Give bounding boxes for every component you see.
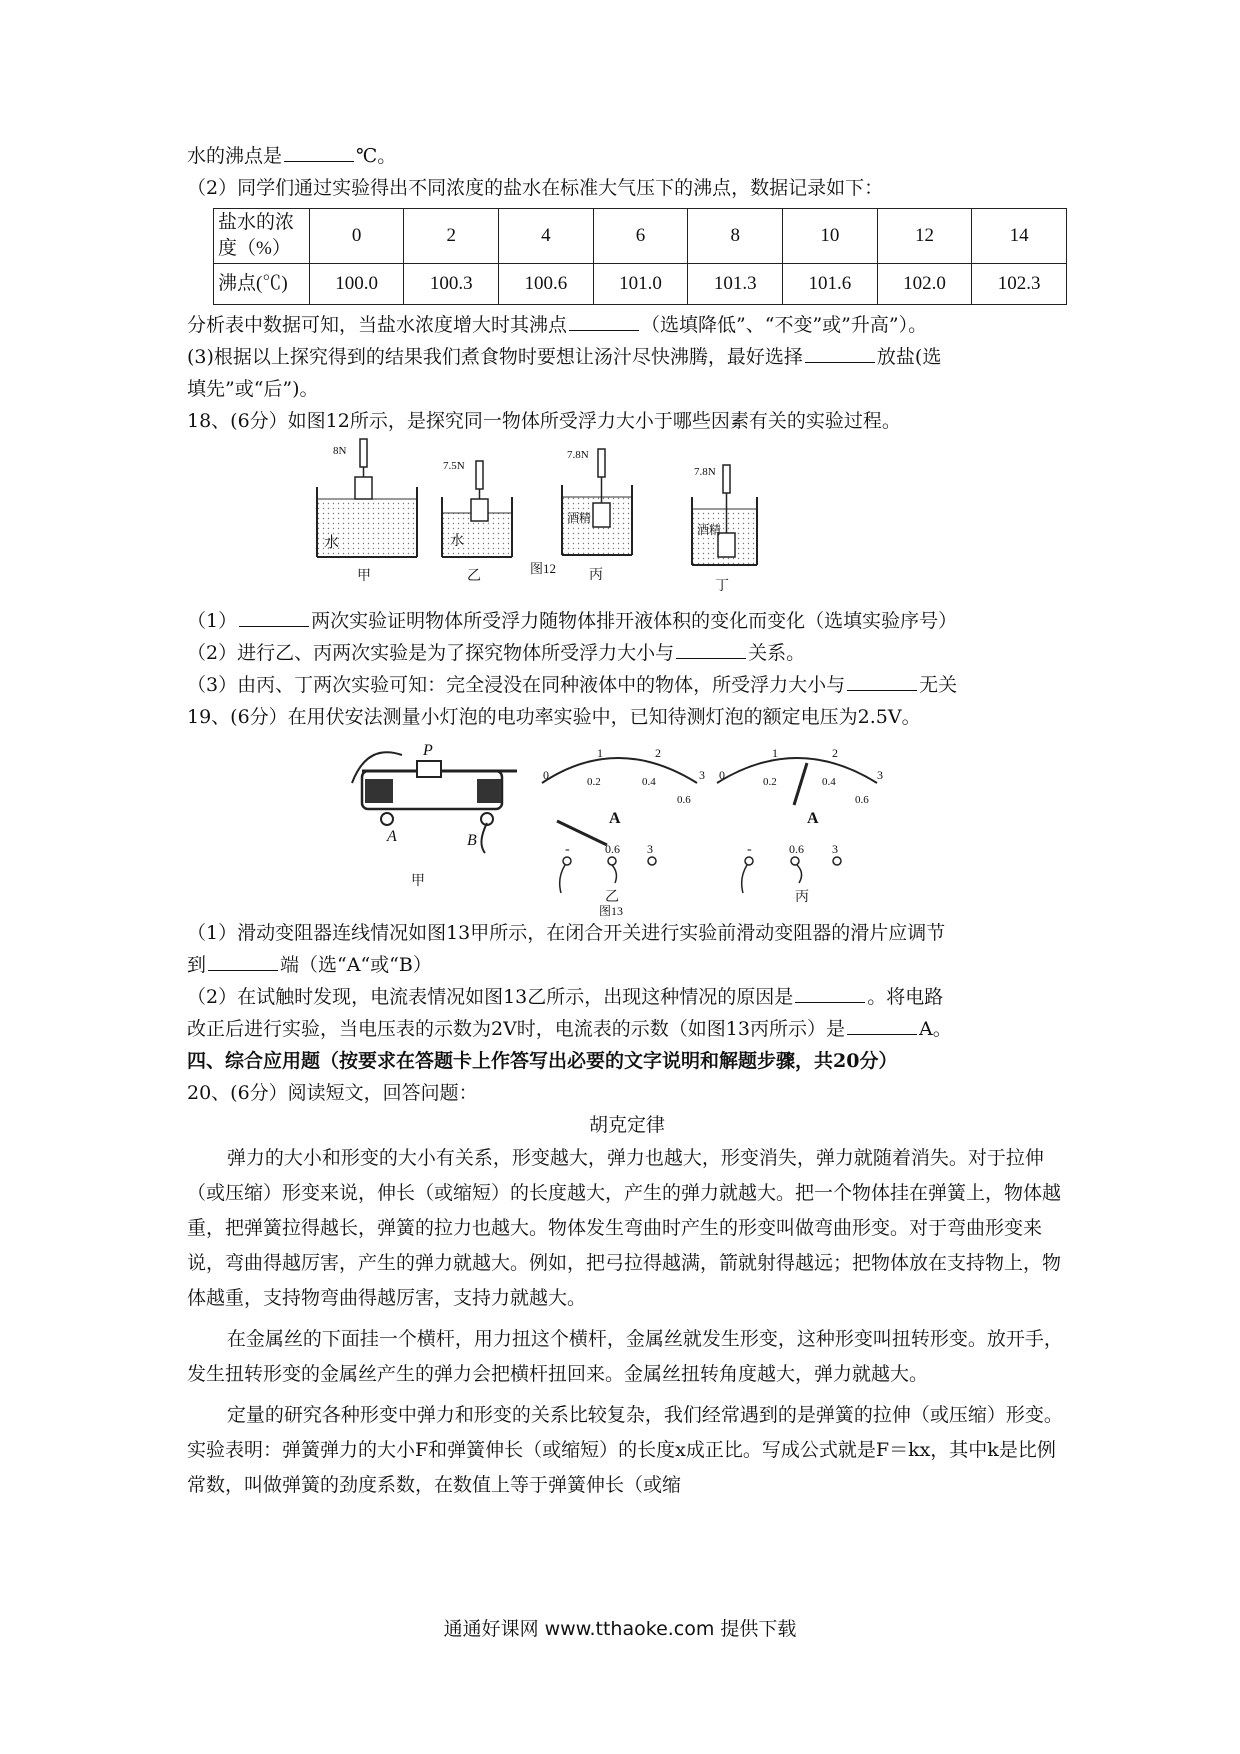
table-row (214, 209, 1067, 264)
beaker-jia (317, 439, 417, 584)
reading-bing: 7.8N (567, 449, 589, 461)
q18-sub3-a: （3）由丙、丁两次实验可知：完全浸没在同种液体中的物体，所受浮力大小与 (187, 674, 846, 696)
scale-inner-02-yi: 0.2 (587, 776, 601, 788)
article-paragraph-1: 弹力的大小和形变的大小有关系，形变越大，弹力也越大，形变消失，弹力就随着消失。对于拉伸（或压缩）形变来说，伸长（或缩短）的长度越大，产生的弹力就越大。把一个物体挂在弹簧上，物体越重，把弹簧拉得越长，弹簧的拉力也越大。物体发生弯曲时产生的形变叫做弯曲形变。对于弯曲形变来说，弯曲得越厉害，产生的弹力就越大。例如，把弓拉得越满，箭就射得越远；把物体放在支持物上，物体越重，支持物弯曲得越厉害，支持力就越大。 (187, 1147, 1062, 1309)
liquid-yi: 水 (450, 534, 464, 549)
figure-13 (187, 733, 1067, 917)
terminal-06-bing: 0.6 (789, 842, 804, 856)
table-cell: 10 (783, 209, 878, 264)
q19-sub2-c: 改正后进行实验，当电压表的示数为2V时，电流表的示数（如图13丙所示）是 (187, 1018, 845, 1040)
table-cell: 100.6 (499, 264, 594, 305)
scale-top-1-bing: 1 (772, 746, 778, 760)
meter-letter-bing: A (807, 810, 819, 827)
exam-page (187, 140, 1067, 1503)
scale-top-0-bing: 0 (719, 768, 725, 782)
answer-blank[interactable] (239, 608, 309, 627)
rheostat-b: B (467, 832, 477, 849)
buoyancy-figure (187, 437, 1067, 605)
terminal-06-yi: 0.6 (605, 842, 620, 856)
q17-line1-a: 水的沸点是 (187, 145, 283, 167)
answer-blank[interactable] (569, 312, 639, 331)
q19-sub2-b: 。将电路 (867, 986, 944, 1008)
figure-12 (187, 437, 1067, 605)
q18-sub3-b: 无关 (919, 674, 958, 696)
label-jia: 甲 (357, 569, 371, 584)
q17-part3-a: (3)根据以上探究得到的结果我们煮食物时要想让汤汁尽快沸腾，最好选择 (187, 346, 803, 368)
meter-letter-yi: A (609, 810, 621, 827)
q19-sub1: （1）滑动变阻器连线情况如图13甲所示，在闭合开关进行实验前滑动变阻器的滑片应调节 (187, 922, 946, 944)
q17-part3-b: 放盐(选 (876, 346, 942, 368)
answer-blank[interactable] (805, 344, 875, 363)
table-cell: 6 (593, 209, 688, 264)
table-cell: 0 (309, 209, 404, 264)
figure-12-caption: 图12 (530, 561, 557, 576)
table-cell: 2 (404, 209, 499, 264)
q19-title: 19、(6分）在用伏安法测量小灯泡的电功率实验中，已知待测灯泡的额定电压为2.5V。 (187, 706, 921, 728)
table-header-boiling-point: 沸点(℃) (214, 264, 310, 305)
label-bing: 丙 (589, 568, 603, 583)
q17-analysis-b: （选填降低”、“不变”或”升高”）。 (641, 314, 928, 336)
terminal-3-bing: 3 (832, 842, 838, 856)
beaker-ding (692, 465, 757, 594)
rheostat-a: A (387, 828, 397, 845)
terminal-3-yi: 3 (647, 842, 653, 856)
q17-analysis (187, 309, 1067, 341)
table-cell: 100.3 (404, 264, 499, 305)
answer-blank[interactable] (284, 143, 354, 162)
q19-sub1-c: 端（选“A“或“B） (280, 954, 432, 976)
label-yi-13: 乙 (605, 890, 619, 905)
article-paragraph-2: 在金属丝的下面挂一个横杆，用力扭这个横杆，金属丝就发生形变，这种形变叫扭转形变。放开手，发生扭转形变的金属丝产生的弹力会把横杆扭回来。金属丝扭转角度越大，弹力就越大。 (187, 1328, 1063, 1385)
q17-part3 (187, 341, 1067, 373)
scale-inner-04-yi: 0.4 (642, 776, 656, 788)
q18-sub2-b: 关系。 (748, 642, 806, 664)
q19-sub1-cont (187, 949, 1067, 981)
scale-inner-02-bing: 0.2 (763, 776, 777, 788)
label-bing-13: 丙 (795, 890, 809, 905)
q19-sub2 (187, 981, 1067, 1013)
scale-top-2-yi: 2 (655, 746, 661, 760)
label-jia-13: 甲 (411, 874, 425, 889)
answer-blank[interactable] (676, 640, 746, 659)
table-cell: 101.3 (688, 264, 783, 305)
table-cell: 102.0 (877, 264, 972, 305)
q17-analysis-a: 分析表中数据可知，当盐水浓度增大时其沸点 (187, 314, 568, 336)
table-cell: 8 (688, 209, 783, 264)
q17-part2: （2）同学们通过实验得出不同浓度的盐水在标准大气压下的沸点，数据记录如下： (187, 177, 884, 199)
scale-inner-06-yi: 0.6 (677, 794, 691, 806)
answer-blank[interactable] (795, 984, 865, 1003)
scale-inner-04-bing: 0.4 (822, 776, 836, 788)
article-title: 胡克定律 (588, 1114, 665, 1136)
q19-sub2-a: （2）在试触时发现，电流表情况如图13乙所示，出现这种情况的原因是 (187, 986, 794, 1008)
reading-jia: 8N (333, 445, 347, 457)
terminal-neg-yi: - (565, 842, 570, 857)
q18-sub2 (187, 637, 1067, 669)
q18-sub1-a: （1） (187, 610, 238, 632)
terminal-neg-bing: - (747, 842, 752, 857)
beaker-bing (562, 449, 632, 583)
q17-line1 (187, 140, 1067, 172)
table-cell: 101.0 (593, 264, 688, 305)
rheostat (352, 742, 517, 889)
liquid-jia: 水 (324, 535, 340, 551)
table-row (214, 264, 1067, 305)
answer-blank[interactable] (847, 672, 917, 691)
scale-inner-06-bing: 0.6 (855, 794, 869, 806)
q18-title: 18、(6分）如图12所示，是探究同一物体所受浮力大小于哪些因素有关的实验过程。 (187, 410, 901, 432)
scale-top-2-bing: 2 (832, 746, 838, 760)
section-4-heading: 四、综合应用题（按要求在答题卡上作答写出必要的文字说明和解题步骤，共20分） (187, 1050, 898, 1072)
liquid-bing: 酒精 (567, 511, 592, 525)
q18-sub1 (187, 605, 1067, 637)
ammeter-yi (542, 746, 705, 905)
table-cell: 12 (877, 209, 972, 264)
answer-blank[interactable] (847, 1016, 917, 1035)
liquid-ding: 酒精 (697, 523, 722, 537)
table-header-concentration: 盐水的浓度（%） (214, 209, 310, 264)
q18-sub2-a: （2）进行乙、丙两次实验是为了探究物体所受浮力大小与 (187, 642, 675, 664)
salt-water-table (213, 208, 1067, 305)
reading-ding: 7.8N (694, 466, 716, 478)
q19-sub1-b: 到 (187, 954, 207, 976)
table-cell: 14 (972, 209, 1067, 264)
q17-part3-cont: 填先”或“后”)。 (187, 378, 319, 400)
q19-sub2-d: A。 (919, 1018, 952, 1040)
q19-sub2-cont (187, 1013, 1067, 1045)
article-paragraph-3: 定量的研究各种形变中弹力和形变的关系比较复杂，我们经常遇到的是弹簧的拉伸（或压缩）形变。实验表明：弹簧弹力的大小F和弹簧伸长（或缩短）的长度x成正比。写成公式就是F＝kx，其中k是比例常数，叫做弹簧的劲度系数，在数值上等于弹簧伸长（或缩 (187, 1404, 1063, 1496)
ammeter-bing (717, 746, 883, 905)
answer-blank[interactable] (208, 952, 278, 971)
ammeter-figure (187, 733, 1067, 917)
beaker-yi (442, 460, 512, 584)
q20-title: 20、(6分）阅读短文，回答问题： (187, 1082, 478, 1104)
table-cell: 4 (499, 209, 594, 264)
scale-top-3-bing: 3 (877, 768, 883, 782)
reading-yi: 7.5N (443, 460, 465, 472)
rheostat-p: P (423, 742, 433, 759)
label-ding: 丁 (715, 579, 729, 594)
scale-top-1-yi: 1 (597, 746, 603, 760)
label-yi: 乙 (467, 569, 481, 584)
table-cell: 101.6 (783, 264, 878, 305)
table-cell: 102.3 (972, 264, 1067, 305)
figure-13-caption: 图13 (599, 904, 624, 917)
q17-line1-b: ℃。 (356, 145, 397, 167)
q18-sub1-b: 两次实验证明物体所受浮力随物体排开液体积的变化而变化（选填实验序号） (311, 610, 958, 632)
table-cell: 100.0 (309, 264, 404, 305)
scale-top-0-yi: 0 (543, 768, 549, 782)
scale-top-3-yi: 3 (699, 768, 705, 782)
q18-sub3 (187, 669, 1067, 701)
page-footer: 通通好课网 www.tthaoke.com 提供下载 (443, 1618, 797, 1640)
